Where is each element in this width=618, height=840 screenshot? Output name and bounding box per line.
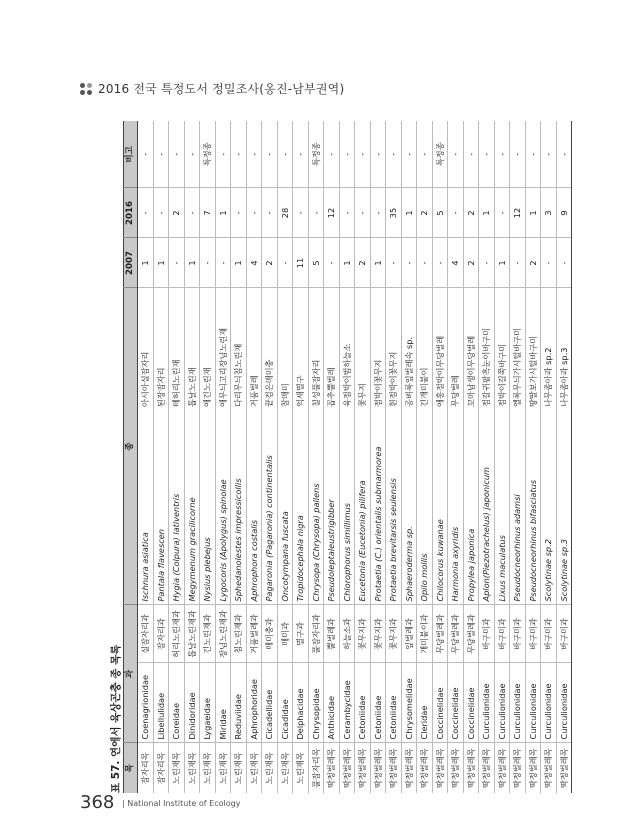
cell-family-en: Cicadellidae: [262, 663, 278, 743]
cell-count-2016: 1: [525, 188, 541, 238]
cell-order: 잠자리목: [138, 743, 154, 793]
table-row: [246, 121, 262, 793]
cell-family-ko: 바구미과: [556, 605, 572, 663]
cell-family-ko: 뿔벌레과: [324, 605, 340, 663]
cell-family-en: Cetoniidae: [355, 663, 371, 743]
cell-family-ko: 바구미과: [479, 605, 495, 663]
table-row: [494, 121, 510, 793]
cell-family-ko: 바구미과: [541, 605, 557, 663]
cell-family-ko: 무당벌레과: [432, 605, 448, 663]
table-caption: 표 57. 연에서 육상곤충 종 목록: [109, 644, 122, 793]
cell-note: -: [355, 121, 371, 188]
cell-order: 노린재목: [231, 743, 247, 793]
cell-count-2007: 1: [184, 238, 200, 288]
table-row: [448, 121, 464, 793]
cell-note: -: [339, 121, 355, 188]
cell-count-2016: -: [448, 188, 464, 238]
table-row: [324, 121, 340, 793]
cell-note: -: [448, 121, 464, 188]
cell-count-2007: -: [510, 238, 526, 288]
cell-family-en: Coenagrionidae: [138, 663, 154, 743]
cell-family-en: Cetoniidae: [386, 663, 402, 743]
table-row: [432, 121, 448, 793]
cell-count-2007: -: [215, 238, 231, 288]
cell-count-2016: 28: [277, 188, 293, 238]
cell-korean-name: 톱날노린재: [184, 288, 200, 410]
cell-scientific-name: Propylea japonica: [463, 410, 479, 605]
cell-count-2007: 5: [308, 238, 324, 288]
cell-note: -: [463, 121, 479, 188]
cell-note: -: [324, 121, 340, 188]
cell-scientific-name: Sphaeroderma sp.: [401, 410, 417, 605]
cell-family-en: Miridae: [215, 663, 231, 743]
cell-note: -: [494, 121, 510, 188]
cell-count-2016: -: [184, 188, 200, 238]
cell-family-en: Cleridae: [417, 663, 433, 743]
cell-order: 노린재목: [169, 743, 185, 793]
rotated-table-area: [107, 121, 569, 793]
cell-note: 특정종: [432, 121, 448, 188]
cell-scientific-name: Sphedanolestes impressicollis: [231, 410, 247, 605]
cell-scientific-name: Protaetia brevitarsis seulensis: [386, 410, 402, 605]
cell-count-2016: 2: [417, 188, 433, 238]
table-row: [370, 121, 386, 793]
col-header-2007: 2007: [124, 238, 138, 288]
cell-family-ko: 장님노린재과: [215, 605, 231, 663]
cell-count-2007: 1: [231, 238, 247, 288]
cell-family-en: Aphrophoridae: [246, 663, 262, 743]
cell-note: -: [169, 121, 185, 188]
cell-order: 딱정벌레목: [510, 743, 526, 793]
table-row: [510, 121, 526, 793]
cell-scientific-name: Eucetonia (Eucetonia) pilifera: [355, 410, 371, 605]
cell-count-2007: -: [200, 238, 216, 288]
cell-order: 딱정벌레목: [525, 743, 541, 793]
cell-note: -: [138, 121, 154, 188]
cell-family-en: Lygaeidae: [200, 663, 216, 743]
cell-count-2007: -: [386, 238, 402, 288]
table-row: [200, 121, 216, 793]
cell-note: -: [479, 121, 495, 188]
cell-count-2016: 1: [215, 188, 231, 238]
cell-order: 딱정벌레목: [541, 743, 557, 793]
cell-note: -: [541, 121, 557, 188]
cell-count-2007: -: [324, 238, 340, 288]
cell-scientific-name: Ischnura asiatica: [138, 410, 154, 605]
cell-korean-name: 끝검은매미충: [262, 288, 278, 410]
cell-count-2016: 2: [463, 188, 479, 238]
cell-note: -: [386, 121, 402, 188]
table-row: [138, 121, 154, 793]
cell-count-2007: 2: [262, 238, 278, 288]
cell-family-ko: 허리노린재과: [169, 605, 185, 663]
cell-family-en: Chrysomelidae: [401, 663, 417, 743]
cell-scientific-name: Scolytinae sp.3: [556, 410, 572, 605]
table-row: [556, 121, 572, 793]
cell-count-2007: -: [541, 238, 557, 288]
cell-note: -: [525, 121, 541, 188]
cell-order: 딱정벌레목: [339, 743, 355, 793]
table-row: [339, 121, 355, 793]
cell-note: -: [246, 121, 262, 188]
cell-family-en: Cerambycidae: [339, 663, 355, 743]
cell-korean-name: 점박이꽃무지: [370, 288, 386, 410]
cell-count-2016: 12: [510, 188, 526, 238]
cell-korean-name: 공벼룩잎벌레속 sp.: [401, 288, 417, 410]
cell-count-2007: -: [479, 238, 495, 288]
table-row: [293, 121, 309, 793]
cell-family-en: Coccinelidae: [432, 663, 448, 743]
cell-family-en: Coccinelidae: [448, 663, 464, 743]
cell-note: 특정종: [308, 121, 324, 188]
cell-scientific-name: Scolytinae sp.2: [541, 410, 557, 605]
cell-family-ko: 꽃무지과: [370, 605, 386, 663]
cell-family-en: Curculionidae: [510, 663, 526, 743]
cell-family-en: Curculionidae: [556, 663, 572, 743]
cell-order: 잠자리목: [153, 743, 169, 793]
cell-count-2016: -: [355, 188, 371, 238]
cell-note: -: [153, 121, 169, 188]
cell-korean-name: 땅딸보가시털바구미: [525, 288, 541, 410]
cell-family-ko: 매미충과: [262, 605, 278, 663]
table-row: [386, 121, 402, 793]
cell-korean-name: 다리무늬침노린재: [231, 288, 247, 410]
cell-order: 노린재목: [246, 743, 262, 793]
cell-korean-name: 된장잠자리: [153, 288, 169, 410]
cell-order: 딱정벌레목: [479, 743, 495, 793]
cell-family-ko: 침노린재과: [231, 605, 247, 663]
cell-count-2016: 12: [324, 188, 340, 238]
cell-scientific-name: Nysius plebejus: [200, 410, 216, 605]
cell-korean-name: 떼허리노린재: [169, 288, 185, 410]
table-row: [308, 121, 324, 793]
cell-family-ko: 꽃무지과: [386, 605, 402, 663]
cell-order: 노린재목: [262, 743, 278, 793]
cell-korean-name: 애홍점박이무당벌레: [432, 288, 448, 410]
footer-org-name: National Institute of Ecology: [127, 799, 241, 808]
cell-family-en: Delphacidae: [293, 663, 309, 743]
cell-family-ko: 꽃무지과: [355, 605, 371, 663]
cell-count-2007: 1: [370, 238, 386, 288]
cell-count-2016: 7: [200, 188, 216, 238]
cell-scientific-name: Lygocoris (Apolygus) spinolae: [215, 410, 231, 605]
bullet-dots-icon: [80, 83, 92, 95]
col-header-order: 목: [124, 743, 138, 793]
cell-family-en: Coreidae: [169, 663, 185, 743]
cell-note: -: [215, 121, 231, 188]
cell-order: 노린재목: [200, 743, 216, 793]
table-row: [231, 121, 247, 793]
cell-korean-name: 흰점박이꽃무지: [386, 288, 402, 410]
cell-korean-name: 칠성풀잠자리: [308, 288, 324, 410]
cell-family-ko: 하늘소과: [339, 605, 355, 663]
table-row: [463, 121, 479, 793]
table-row: [277, 121, 293, 793]
cell-count-2007: 1: [138, 238, 154, 288]
cell-scientific-name: Pseudoleptaleustrigibber: [324, 410, 340, 605]
cell-note: -: [277, 121, 293, 188]
cell-scientific-name: Pseudocneorhinus bifasciatus: [525, 410, 541, 605]
cell-note: -: [510, 121, 526, 188]
table-row: [479, 121, 495, 793]
cell-count-2016: -: [231, 188, 247, 238]
cell-note: -: [293, 121, 309, 188]
cell-korean-name: 애무늬고리장님노린재: [215, 288, 231, 410]
cell-order: 노린재목: [277, 743, 293, 793]
cell-scientific-name: Pagaronia (Pagaronia) continentalis: [262, 410, 278, 605]
cell-count-2007: -: [417, 238, 433, 288]
col-header-species: 종: [124, 288, 138, 605]
table-row: [169, 121, 185, 793]
cell-count-2007: 4: [246, 238, 262, 288]
cell-korean-name: 나무좀아과 sp.3: [556, 288, 572, 410]
page-header: [80, 80, 344, 97]
cell-note: -: [556, 121, 572, 188]
cell-family-ko: 실잠자리과: [138, 605, 154, 663]
cell-count-2016: 2: [169, 188, 185, 238]
cell-family-en: Coccinelidae: [463, 663, 479, 743]
cell-korean-name: 거품벌레: [246, 288, 262, 410]
cell-korean-name: 참매미: [277, 288, 293, 410]
species-table: [123, 121, 572, 793]
cell-scientific-name: Tropidocephala nigra: [293, 410, 309, 605]
cell-count-2016: 1: [479, 188, 495, 238]
cell-count-2016: -: [293, 188, 309, 238]
cell-count-2007: -: [432, 238, 448, 288]
cell-count-2007: -: [556, 238, 572, 288]
cell-scientific-name: Oncotympana fuscata: [277, 410, 293, 605]
cell-count-2007: 2: [525, 238, 541, 288]
table-row: [184, 121, 200, 793]
cell-scientific-name: Hygia (Colpura) lativentris: [169, 410, 185, 605]
cell-count-2016: -: [370, 188, 386, 238]
cell-family-en: Libellulidae: [153, 663, 169, 743]
cell-order: 풀잠자리목: [308, 743, 324, 793]
cell-family-ko: 풀잠자리과: [308, 605, 324, 663]
cell-note: -: [417, 121, 433, 188]
cell-family-ko: 무당벌레과: [463, 605, 479, 663]
cell-count-2016: 3: [541, 188, 557, 238]
cell-family-ko: 바구미과: [525, 605, 541, 663]
cell-scientific-name: Opilo mollis: [417, 410, 433, 605]
cell-family-ko: 거품벌레과: [246, 605, 262, 663]
cell-count-2016: -: [308, 188, 324, 238]
cell-family-ko: 톱날노린재과: [184, 605, 200, 663]
cell-family-en: Cicadidae: [277, 663, 293, 743]
cell-count-2007: 1: [339, 238, 355, 288]
table-row: [541, 121, 557, 793]
cell-count-2016: 5: [432, 188, 448, 238]
cell-count-2007: 11: [293, 238, 309, 288]
cell-note: -: [184, 121, 200, 188]
cell-korean-name: 억새멸구: [293, 288, 309, 410]
table-row: [355, 121, 371, 793]
table-header-row: [124, 121, 138, 793]
cell-family-en: Anthicidae: [324, 663, 340, 743]
cell-order: 딱정벌레목: [386, 743, 402, 793]
cell-count-2016: -: [153, 188, 169, 238]
cell-family-ko: 바구미과: [510, 605, 526, 663]
cell-family-en: Curculionidae: [541, 663, 557, 743]
cell-count-2016: -: [246, 188, 262, 238]
cell-order: 딱정벌레목: [401, 743, 417, 793]
footer-org: | National Institute of Ecology: [122, 799, 241, 808]
cell-count-2016: -: [138, 188, 154, 238]
cell-family-en: Chrysopidae: [308, 663, 324, 743]
cell-korean-name: 점박이길쭉바구미: [494, 288, 510, 410]
table-row: [525, 121, 541, 793]
header-title: 2016 전국 특정도서 정밀조사(옹진-남부권역): [98, 82, 345, 96]
cell-family-ko: 바구미과: [494, 605, 510, 663]
cell-scientific-name: Aphrophora costalis: [246, 410, 262, 605]
cell-order: 딱정벌레목: [324, 743, 340, 793]
col-header-2016: 2016: [124, 188, 138, 238]
table-row: [153, 121, 169, 793]
cell-family-en: Curculionidae: [494, 663, 510, 743]
cell-korean-name: 긴개미붙이: [417, 288, 433, 410]
cell-scientific-name: Lixus maculatus: [494, 410, 510, 605]
table-row: [215, 121, 231, 793]
cell-scientific-name: Protaetia (C.) orientalis submarmorea: [370, 410, 386, 605]
cell-korean-name: 꼽추뿔벌레: [324, 288, 340, 410]
cell-order: 딱정벌레목: [556, 743, 572, 793]
cell-family-ko: 긴노린재과: [200, 605, 216, 663]
cell-count-2007: 4: [448, 238, 464, 288]
table-row: [401, 121, 417, 793]
cell-scientific-name: Chrysopa (Chrysopa) pallens: [308, 410, 324, 605]
cell-note: -: [231, 121, 247, 188]
cell-korean-name: 아시아실잠자리: [138, 288, 154, 410]
cell-count-2007: 2: [463, 238, 479, 288]
cell-family-en: Cetoniidae: [370, 663, 386, 743]
cell-count-2007: 1: [153, 238, 169, 288]
cell-note: -: [401, 121, 417, 188]
cell-order: 딱정벌레목: [494, 743, 510, 793]
cell-korean-name: 꼬마남생이무당벌레: [463, 288, 479, 410]
cell-order: 딱정벌레목: [355, 743, 371, 793]
cell-order: 딱정벌레목: [432, 743, 448, 793]
cell-note: 특정종: [200, 121, 216, 188]
cell-korean-name: 꽃무지: [355, 288, 371, 410]
cell-count-2007: -: [169, 238, 185, 288]
cell-order: 딱정벌레목: [448, 743, 464, 793]
cell-family-ko: 무당벌레과: [448, 605, 464, 663]
col-header-family: 과: [124, 605, 138, 743]
cell-scientific-name: Aplon(Piezotrachelus) japonicum: [479, 410, 495, 605]
cell-korean-name: 나무좀아과 sp.2: [541, 288, 557, 410]
cell-count-2016: -: [339, 188, 355, 238]
cell-note: -: [262, 121, 278, 188]
cell-scientific-name: Chlorophorus simillimus: [339, 410, 355, 605]
cell-scientific-name: Chilocorus kuwanae: [432, 410, 448, 605]
cell-order: 딱정벌레목: [370, 743, 386, 793]
col-header-note: 비고: [124, 121, 138, 188]
cell-count-2016: 35: [386, 188, 402, 238]
cell-family-ko: 잠자리과: [153, 605, 169, 663]
page-number: 368: [80, 792, 115, 813]
cell-order: 딱정벌레목: [417, 743, 433, 793]
cell-korean-name: 점갈귀팥흑눈이바구미: [479, 288, 495, 410]
cell-count-2016: 9: [556, 188, 572, 238]
cell-order: 노린재목: [184, 743, 200, 793]
cell-family-ko: 잎벌레과: [401, 605, 417, 663]
table-row: [417, 121, 433, 793]
cell-order: 노린재목: [215, 743, 231, 793]
cell-korean-name: 육점박이범하늘소: [339, 288, 355, 410]
cell-count-2016: -: [494, 188, 510, 238]
cell-order: 딱정벌레목: [463, 743, 479, 793]
cell-scientific-name: Pseudocneorhinus adamsi: [510, 410, 526, 605]
cell-scientific-name: Harmonia axyridis: [448, 410, 464, 605]
cell-family-ko: 매미과: [277, 605, 293, 663]
cell-family-ko: 멸구과: [293, 605, 309, 663]
cell-count-2007: 1: [494, 238, 510, 288]
cell-scientific-name: Megymenum gracilicorne: [184, 410, 200, 605]
table-row: [262, 121, 278, 793]
cell-family-en: Curculionidae: [525, 663, 541, 743]
cell-count-2007: -: [401, 238, 417, 288]
cell-scientific-name: Pantala flavescen: [153, 410, 169, 605]
cell-family-en: Curculionidae: [479, 663, 495, 743]
cell-family-en: Reduviidae: [231, 663, 247, 743]
cell-korean-name: 무당벌레: [448, 288, 464, 410]
cell-family-ko: 개미붙이과: [417, 605, 433, 663]
cell-count-2016: 1: [401, 188, 417, 238]
cell-order: 노린재목: [293, 743, 309, 793]
cell-count-2007: 2: [355, 238, 371, 288]
cell-count-2007: -: [277, 238, 293, 288]
cell-count-2016: -: [262, 188, 278, 238]
cell-family-en: Dinidoridae: [184, 663, 200, 743]
cell-korean-name: 엘록무늬가시털바구미: [510, 288, 526, 410]
cell-note: -: [370, 121, 386, 188]
cell-korean-name: 애긴노린재: [200, 288, 216, 410]
